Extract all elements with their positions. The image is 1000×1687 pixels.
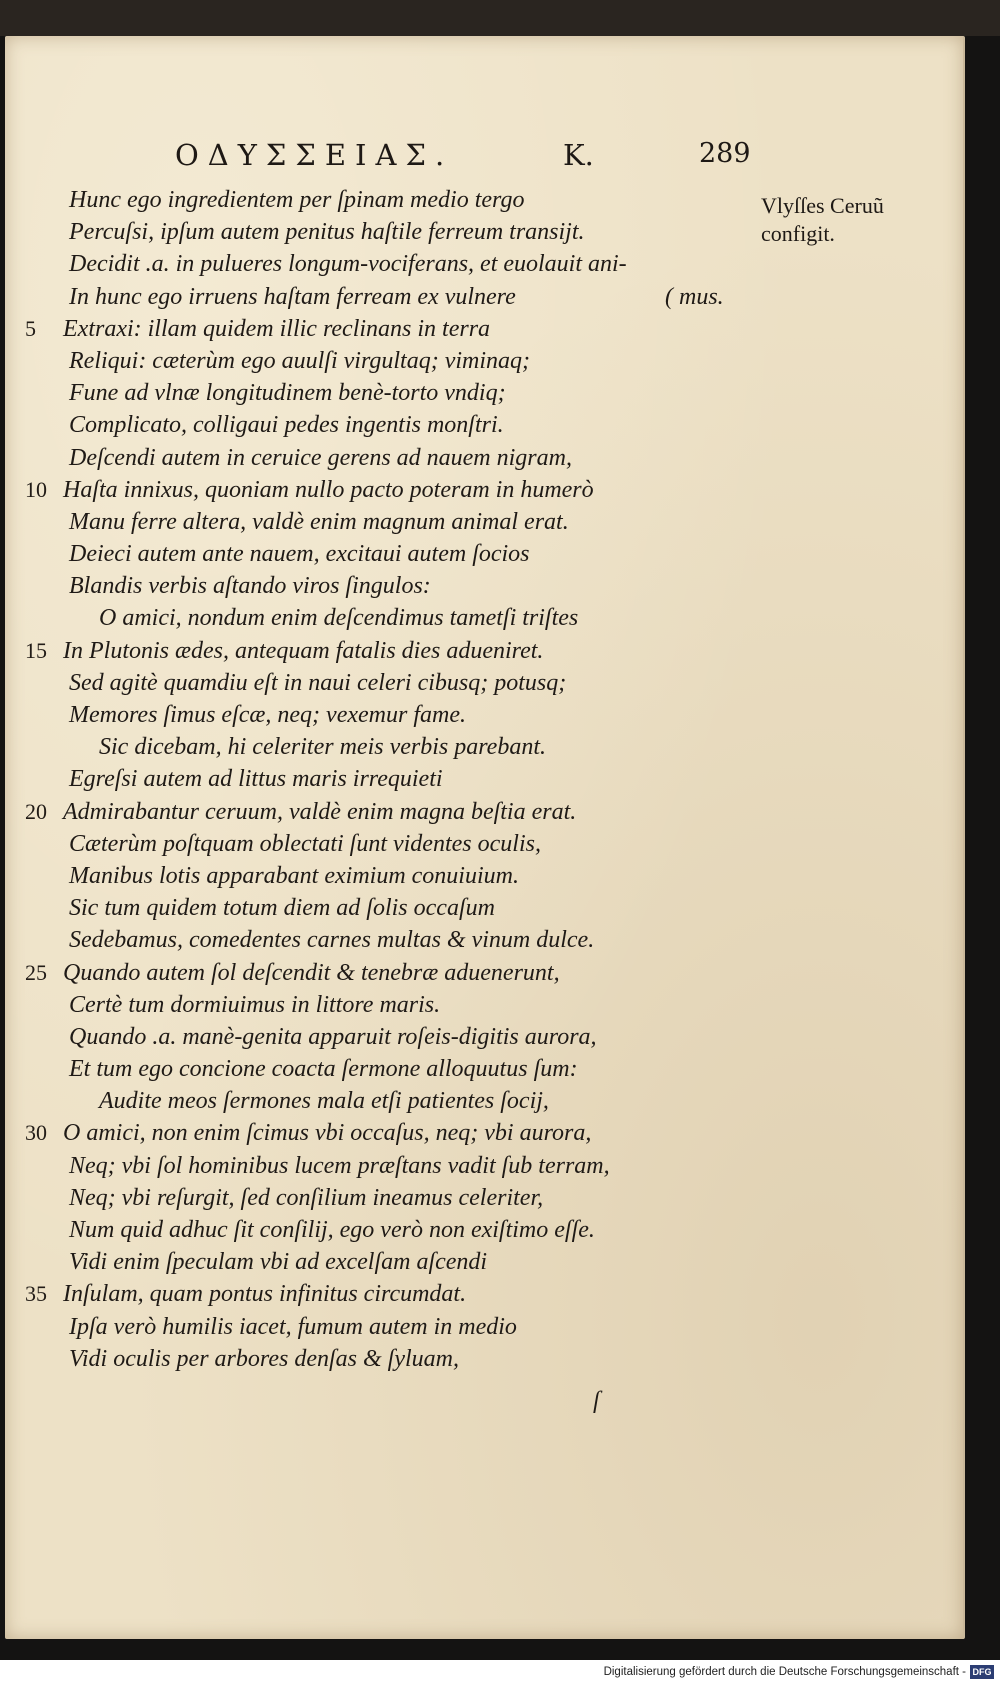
- verse-line: [5, 699, 765, 731]
- verse-text: Et tum ego concione coacta ſermone alloquutus ſum:: [69, 1056, 578, 1083]
- verse-line: [5, 1021, 765, 1053]
- verse-text: Cæterùm poſtquam oblectati ſunt videntes oculis,: [69, 830, 541, 857]
- verse-text: Audite meos ſermones mala etſi patientes ſocij,: [99, 1088, 549, 1115]
- verse-text: Certè tum dormiuimus in littore maris.: [69, 991, 441, 1018]
- verse-number: 30: [25, 1120, 47, 1146]
- verse-text: Fune ad vlnæ longitudinem benè-torto vndiq;: [69, 380, 506, 407]
- verse-line: [5, 248, 765, 280]
- verse-line: [5, 1246, 765, 1278]
- verse-line: [5, 538, 765, 570]
- book-letter: Κ.: [563, 138, 594, 172]
- verse-text: Extraxi: illam quidem illic reclinans in terra: [63, 315, 491, 342]
- verse-text: Sedebamus, comedentes carnes multas & vinum dulce.: [69, 927, 595, 954]
- verse-text: Inſulam, quam pontus infinitus circumdat.: [63, 1281, 467, 1308]
- verse-line: [5, 731, 765, 763]
- verse-line: [5, 1182, 765, 1214]
- verse-number: 10: [25, 476, 47, 502]
- verse-line: [5, 570, 765, 602]
- verse-line: [5, 281, 765, 313]
- verse-text: Memores ſimus eſcæ, neq; vexemur fame.: [69, 702, 466, 728]
- verse-line: [5, 474, 765, 506]
- verse-line: [5, 1278, 765, 1310]
- verse-text: In hunc ego irruens haſtam ferream ex vulnere: [69, 283, 516, 310]
- verse-line: [5, 216, 765, 248]
- verse-text: Manu ferre altera, valdè enim magnum animal erat.: [69, 508, 569, 535]
- verse-text: Admirabantur ceruum, valdè enim magna beſtia erat.: [63, 798, 577, 825]
- verse-line: [5, 989, 765, 1021]
- verse-line: [5, 1053, 765, 1085]
- verse-text: Deieci autem ante nauem, excitaui autem ſocios: [69, 541, 530, 568]
- verse-text: Egreſsi autem ad littus maris irrequieti: [69, 766, 443, 793]
- verse-text: Sic tum quidem totum diem ad ſolis occaſum: [69, 895, 495, 922]
- verse-line: [5, 1343, 765, 1375]
- verse-text: Vidi oculis per arbores denſas & ſyluam,: [69, 1345, 459, 1372]
- verse-line: [5, 667, 765, 699]
- verse-text: Quando .a. manè-genita apparuit roſeis-digitis aurora,: [69, 1023, 597, 1050]
- verse-text: O amici, non enim ſcimus vbi occaſus, neq; vbi aurora,: [63, 1120, 592, 1147]
- verse-text: Haſta innixus, quoniam nullo pacto poteram in humerò: [63, 476, 594, 503]
- verse-text: Sic dicebam, hi celeriter meis verbis parebant.: [99, 734, 546, 761]
- verse-text: Decidit .a. in pulueres longum-vociferans, et euolauit ani-: [69, 251, 627, 278]
- verse-text: Percuſsi, ipſum autem penitus haſtile ferreum transijt.: [69, 219, 585, 246]
- running-head-title: ΟΔΥΣΣΕΙΑΣ.: [175, 138, 454, 172]
- verse-number: 25: [25, 959, 47, 985]
- verse-line: [5, 860, 765, 892]
- verse-number: 5: [25, 315, 36, 341]
- verse-line: [5, 377, 765, 409]
- verse-text: Deſcendi autem in ceruice gerens ad nauem nigram,: [69, 444, 572, 471]
- verse-line: [5, 345, 765, 377]
- verse-text: Quando autem ſol deſcendit & tenebræ aduenerunt,: [63, 959, 560, 986]
- margin-note: [761, 192, 911, 248]
- margin-note-line: configit.: [761, 221, 835, 246]
- verse-line: [5, 635, 765, 667]
- verse-line: [5, 1214, 765, 1246]
- verse-text: Blandis verbis aſtando viros ſingulos:: [69, 573, 431, 600]
- funding-credit: Digitalisierung gefördert durch die Deutsche Forschungsgemeinschaft -: [603, 1666, 966, 1678]
- verse-line: [5, 442, 765, 474]
- verse-line: [5, 763, 765, 795]
- verse-text: Hunc ego ingredientem per ſpinam medio tergo: [69, 187, 525, 213]
- footer-bar: [0, 1660, 1000, 1687]
- verse-text: Neq; vbi reſurgit, ſed conſilium ineamus celeriter,: [69, 1184, 544, 1211]
- verse-line: [5, 924, 765, 956]
- verse-text: Num quid adhuc ſit conſilij, ego verò non exiſtimo eſſe.: [69, 1217, 595, 1243]
- verse-text: Manibus lotis apparabant eximium conuiuium.: [69, 862, 519, 889]
- verse-line: [5, 602, 765, 634]
- verse-text: Reliqui: cæterùm ego auulſi virgultaq; viminaq;: [69, 347, 531, 374]
- verse-line: [5, 1117, 765, 1149]
- verse-line: [5, 957, 765, 989]
- verse-text: Neq; vbi ſol hominibus lucem præſtans vadit ſub terram,: [69, 1152, 610, 1179]
- verse-line: [5, 1085, 765, 1117]
- verse-line: [5, 506, 765, 538]
- book-page: [5, 36, 965, 1639]
- running-head: [115, 138, 755, 178]
- verse-line: [5, 892, 765, 924]
- verse-text: Ipſa verò humilis iacet, fumum autem in medio: [69, 1313, 517, 1340]
- verse-line: [5, 1150, 765, 1182]
- margin-note-line: Vlyſſes Ceruũ: [761, 193, 884, 218]
- verse-text: Vidi enim ſpeculam vbi ad excelſam aſcendi: [69, 1249, 488, 1276]
- verse-line: [5, 409, 765, 441]
- page-number: 289: [699, 138, 751, 169]
- verse-line: [5, 828, 765, 860]
- verse-text: O amici, nondum enim deſcendimus tametſi triſtes: [99, 605, 579, 632]
- verse-number: 20: [25, 798, 47, 824]
- verse-block: [5, 184, 765, 1375]
- verse-line: [5, 313, 765, 345]
- verse-line: [5, 796, 765, 828]
- verse-turnover: ( mus.: [665, 283, 724, 310]
- catchword: ſ: [593, 1388, 600, 1414]
- verse-line: [5, 1311, 765, 1343]
- verse-text: In Plutonis ædes, antequam fatalis dies adueniret.: [63, 637, 544, 664]
- verse-line: [5, 184, 765, 216]
- verse-text: Sed agitè quamdiu eſt in naui celeri cibusq; potusq;: [69, 669, 567, 696]
- scan-top-edge: [0, 0, 1000, 36]
- verse-number: 15: [25, 637, 47, 663]
- verse-number: 35: [25, 1281, 47, 1307]
- verse-text: Complicato, colligaui pedes ingentis monſtri.: [69, 412, 504, 439]
- dfg-logo: DFG: [970, 1665, 994, 1679]
